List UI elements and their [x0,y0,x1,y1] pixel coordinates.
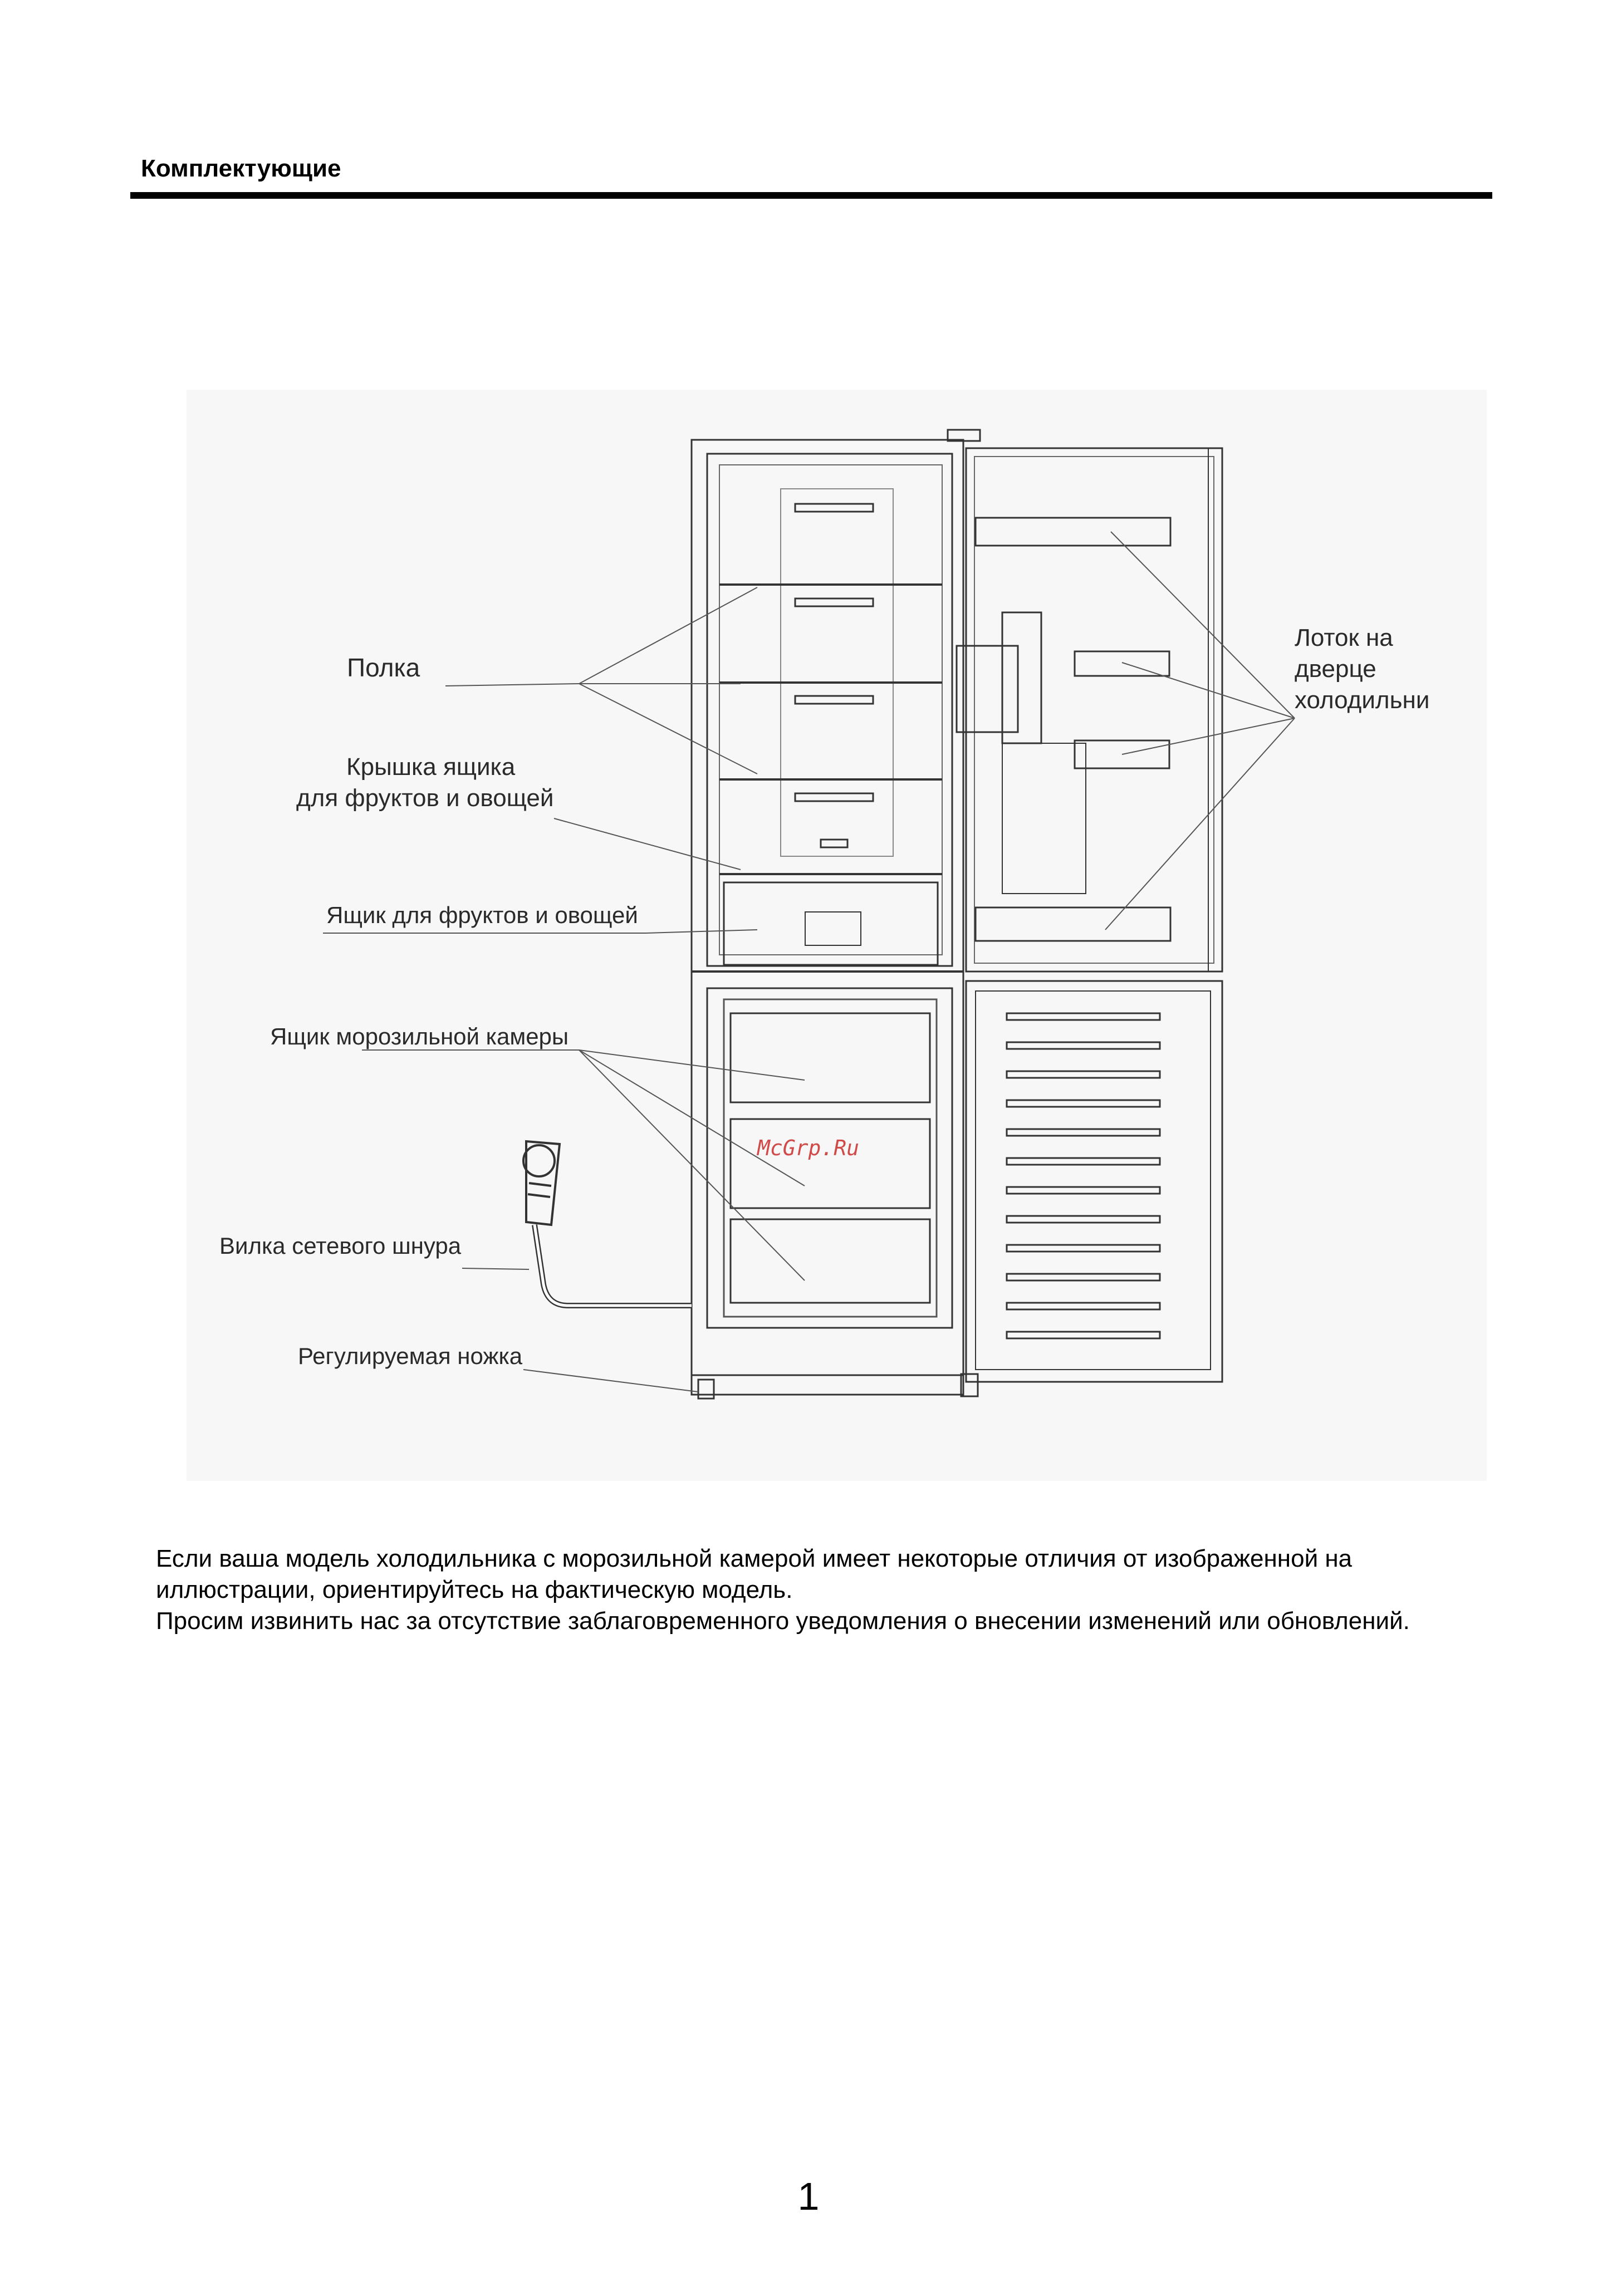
page-number: 1 [797,2175,820,2218]
label-shelf: Полка [347,653,420,682]
label-door-tray-line1: Лоток на [1295,624,1393,651]
label-freezer-drawer: Ящик морозильной камеры [270,1023,569,1049]
label-crisper: Ящик для фруктов и овощей [326,902,638,928]
label-door-tray-line2: дверце [1295,655,1376,683]
label-plug: Вилка сетевого шнура [219,1233,462,1259]
label-door-tray-line3: холодильни [1295,686,1430,714]
note-paragraph-2: Просим извинить нас за отсутствие заблаговременного уведомления о внесении изменений или обновлений. [156,1607,1410,1635]
note-paragraph-1: Если ваша модель холодильника с морозильной камерой имеет некоторые отличия от изображенной на иллюстрации, ориентируйтесь на фактическую модель. [156,1545,1353,1603]
note [156,1543,1503,1637]
label-foot: Регулируемая ножка [298,1343,523,1369]
watermark: McGrp.Ru [757,1136,860,1160]
section-title: Комплектующие [141,155,341,182]
label-crisper-lid-line1: Крышка ящика [346,753,516,781]
label-crisper-lid-line2: для фруктов и овощей [296,784,554,812]
